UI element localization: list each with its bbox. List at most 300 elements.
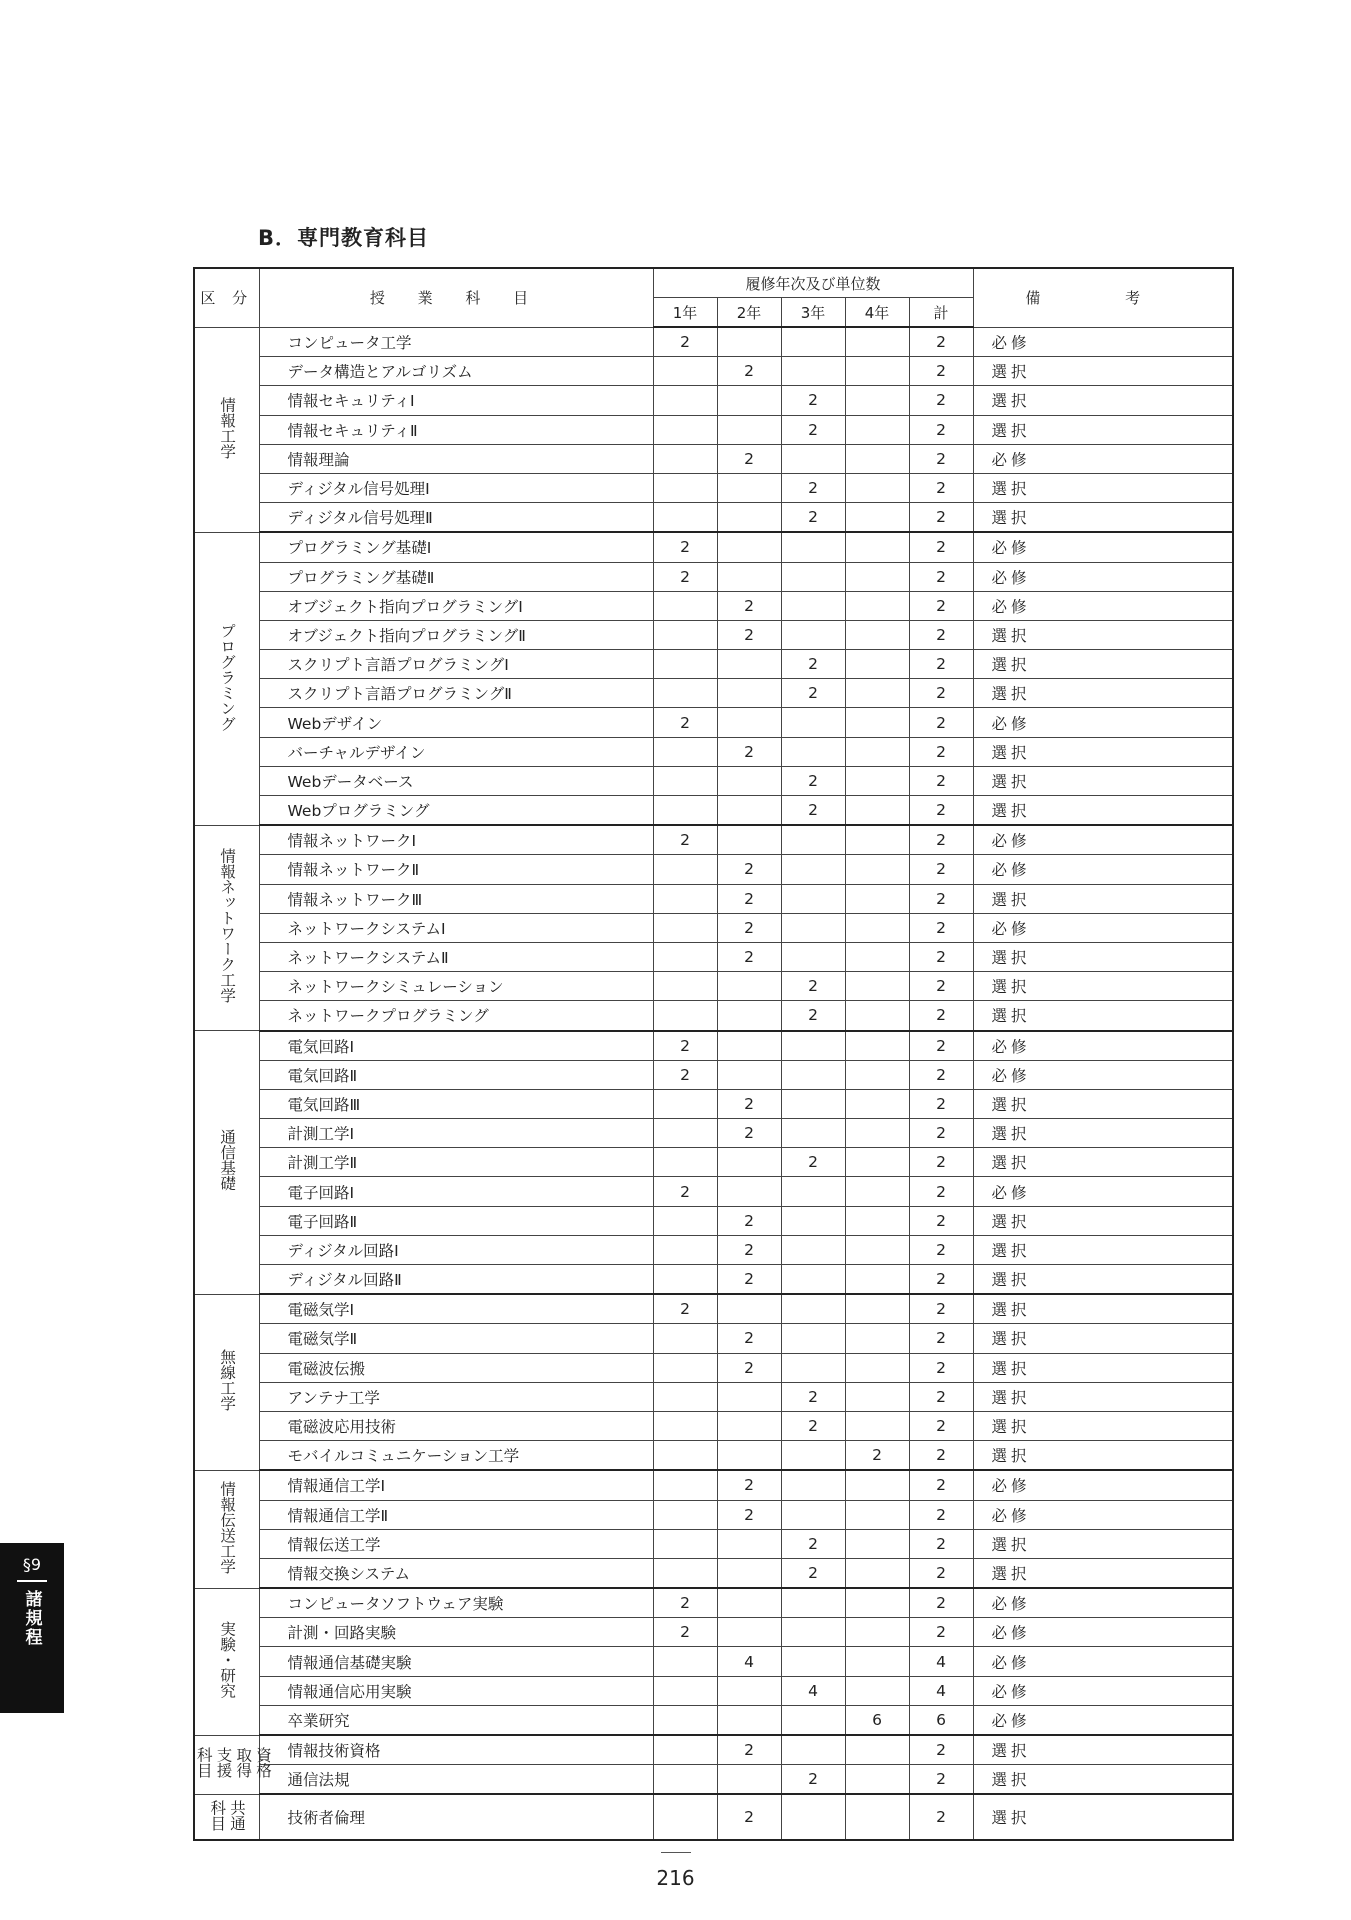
total-units: 2 <box>909 1794 973 1840</box>
year2-units <box>717 1294 781 1324</box>
category-label-line: 科目 <box>194 1747 213 1779</box>
year4-units <box>845 1001 909 1031</box>
category-cell <box>194 1294 259 1470</box>
total-units: 2 <box>909 1206 973 1235</box>
year1-units <box>653 1794 717 1840</box>
year4-units <box>845 1588 909 1618</box>
total-units: 2 <box>909 1265 973 1295</box>
year4-units <box>845 1294 909 1324</box>
category-label-line: 取得 <box>234 1747 253 1779</box>
subject-name: 卒業研究 <box>259 1705 653 1735</box>
year3-units <box>781 1031 845 1061</box>
year1-units <box>653 1411 717 1440</box>
year2-units: 2 <box>717 1324 781 1353</box>
year4-units <box>845 1235 909 1264</box>
note-cell: 必修 <box>973 562 1233 591</box>
subject-name: 情報技術資格 <box>259 1735 653 1765</box>
category-label: プログラミング <box>218 622 237 732</box>
total-units: 2 <box>909 1119 973 1148</box>
curriculum-table <box>193 267 1234 1841</box>
table-row <box>194 1382 1233 1411</box>
subject-name: ディジタル信号処理Ⅱ <box>259 503 653 533</box>
year2-units: 4 <box>717 1647 781 1676</box>
year4-units: 2 <box>845 1441 909 1471</box>
year4-units <box>845 913 909 942</box>
year2-units: 2 <box>717 357 781 386</box>
note-cell: 必修 <box>973 532 1233 562</box>
year1-units <box>653 1441 717 1471</box>
category-label: 情報工学 <box>218 396 237 459</box>
year1-units <box>653 679 717 708</box>
subject-name: 電気回路Ⅰ <box>259 1031 653 1061</box>
year4-units <box>845 1382 909 1411</box>
year1-units: 2 <box>653 1031 717 1061</box>
year3-units: 4 <box>781 1676 845 1705</box>
year1-units <box>653 972 717 1001</box>
note-cell: 必修 <box>973 1705 1233 1735</box>
year4-units <box>845 1206 909 1235</box>
year3-units <box>781 1353 845 1382</box>
note-cell: 選択 <box>973 1235 1233 1264</box>
note-cell: 選択 <box>973 737 1233 766</box>
subject-name: コンピュータソフトウェア実験 <box>259 1588 653 1618</box>
year4-units <box>845 796 909 826</box>
table-row <box>194 1235 1233 1264</box>
table-row <box>194 1031 1233 1061</box>
subject-name: 電気回路Ⅲ <box>259 1089 653 1118</box>
note-cell: 必修 <box>973 1588 1233 1618</box>
year3-units <box>781 1647 845 1676</box>
year3-units <box>781 1294 845 1324</box>
year4-units <box>845 1558 909 1588</box>
category-label: 実験・研究 <box>218 1620 237 1699</box>
year2-units <box>717 532 781 562</box>
year3-units <box>781 942 845 971</box>
year2-units <box>717 679 781 708</box>
year3-units <box>781 1470 845 1500</box>
subject-name: 計測工学Ⅰ <box>259 1119 653 1148</box>
year3-units: 2 <box>781 766 845 795</box>
year4-units <box>845 503 909 533</box>
year1-units <box>653 1765 717 1795</box>
table-row <box>194 1618 1233 1647</box>
year1-units <box>653 1705 717 1735</box>
year2-units <box>717 562 781 591</box>
subject-name: 電子回路Ⅰ <box>259 1177 653 1206</box>
total-units: 2 <box>909 1558 973 1588</box>
year3-units <box>781 1441 845 1471</box>
year4-units <box>845 942 909 971</box>
year4-units <box>845 1647 909 1676</box>
total-units: 2 <box>909 386 973 415</box>
table-row <box>194 825 1233 855</box>
table-row <box>194 1529 1233 1558</box>
note-cell: 選択 <box>973 884 1233 913</box>
table-row <box>194 913 1233 942</box>
year1-units: 2 <box>653 1618 717 1647</box>
year2-units <box>717 1529 781 1558</box>
year3-units <box>781 1705 845 1735</box>
year1-units <box>653 1500 717 1529</box>
year4-units <box>845 737 909 766</box>
total-units: 2 <box>909 1089 973 1118</box>
year4-units <box>845 1676 909 1705</box>
subject-name: 情報伝送工学 <box>259 1529 653 1558</box>
note-cell: 選択 <box>973 1089 1233 1118</box>
category-label: 情報伝送工学 <box>218 1480 237 1574</box>
table-row <box>194 1353 1233 1382</box>
year3-units <box>781 327 845 357</box>
year3-units <box>781 620 845 649</box>
year2-units <box>717 1001 781 1031</box>
note-cell: 必修 <box>973 327 1233 357</box>
total-units: 2 <box>909 473 973 502</box>
side-tab-label: 諸規程 <box>21 1590 42 1647</box>
year1-units <box>653 913 717 942</box>
year3-units: 2 <box>781 1558 845 1588</box>
subject-name: Webデザイン <box>259 708 653 737</box>
header-units-group: 履修年次及び単位数 <box>653 268 973 298</box>
year2-units <box>717 796 781 826</box>
subject-name: プログラミング基礎Ⅱ <box>259 562 653 591</box>
note-cell: 選択 <box>973 1294 1233 1324</box>
year2-units: 2 <box>717 884 781 913</box>
year1-units <box>653 1235 717 1264</box>
year2-units: 2 <box>717 1794 781 1840</box>
year2-units: 2 <box>717 620 781 649</box>
year1-units: 2 <box>653 1294 717 1324</box>
year2-units: 2 <box>717 1235 781 1264</box>
note-cell: 必修 <box>973 1500 1233 1529</box>
table-row <box>194 1470 1233 1500</box>
year4-units: 6 <box>845 1705 909 1735</box>
total-units: 6 <box>909 1705 973 1735</box>
total-units: 2 <box>909 796 973 826</box>
subject-name: 電磁気学Ⅱ <box>259 1324 653 1353</box>
year2-units: 2 <box>717 1353 781 1382</box>
year3-units: 2 <box>781 650 845 679</box>
subject-name: 情報セキュリティⅡ <box>259 415 653 444</box>
year1-units <box>653 1676 717 1705</box>
total-units: 2 <box>909 1500 973 1529</box>
total-units: 2 <box>909 766 973 795</box>
year1-units <box>653 855 717 884</box>
note-cell: 選択 <box>973 357 1233 386</box>
note-cell: 選択 <box>973 1441 1233 1471</box>
year4-units <box>845 1529 909 1558</box>
total-units: 2 <box>909 532 973 562</box>
year3-units <box>781 825 845 855</box>
year4-units <box>845 708 909 737</box>
year3-units <box>781 1206 845 1235</box>
year2-units <box>717 1618 781 1647</box>
total-units: 2 <box>909 1382 973 1411</box>
year2-units <box>717 650 781 679</box>
note-cell: 選択 <box>973 942 1233 971</box>
total-units: 2 <box>909 650 973 679</box>
year1-units: 2 <box>653 708 717 737</box>
year4-units <box>845 1618 909 1647</box>
subject-name: ネットワークシミュレーション <box>259 972 653 1001</box>
category-label: 通信基礎 <box>218 1129 237 1192</box>
total-units: 2 <box>909 620 973 649</box>
year3-units <box>781 708 845 737</box>
subject-name: ネットワークプログラミング <box>259 1001 653 1031</box>
year3-units: 2 <box>781 415 845 444</box>
total-units: 2 <box>909 679 973 708</box>
table-row <box>194 1324 1233 1353</box>
table-row <box>194 1265 1233 1295</box>
year1-units <box>653 884 717 913</box>
table-row <box>194 1558 1233 1588</box>
year2-units <box>717 1705 781 1735</box>
year3-units: 2 <box>781 1001 845 1031</box>
year1-units <box>653 1735 717 1765</box>
year2-units: 2 <box>717 737 781 766</box>
note-cell: 必修 <box>973 591 1233 620</box>
note-cell: 選択 <box>973 1119 1233 1148</box>
header-year3: 3年 <box>781 298 845 328</box>
year4-units <box>845 327 909 357</box>
category-cell <box>194 1588 259 1735</box>
year1-units <box>653 1148 717 1177</box>
total-units: 2 <box>909 444 973 473</box>
subject-name: 情報理論 <box>259 444 653 473</box>
year1-units: 2 <box>653 532 717 562</box>
subject-name: ディジタル信号処理Ⅰ <box>259 473 653 502</box>
year1-units <box>653 591 717 620</box>
subject-name: モバイルコミュニケーション工学 <box>259 1441 653 1471</box>
category-cell <box>194 1735 272 1794</box>
total-units: 2 <box>909 913 973 942</box>
total-units: 2 <box>909 1031 973 1061</box>
table-row <box>194 1588 1233 1618</box>
subject-name: ディジタル回路Ⅰ <box>259 1235 653 1264</box>
year1-units <box>653 1265 717 1295</box>
total-units: 2 <box>909 972 973 1001</box>
year4-units <box>845 1119 909 1148</box>
year3-units <box>781 1089 845 1118</box>
year1-units: 2 <box>653 1588 717 1618</box>
year2-units <box>717 473 781 502</box>
year2-units <box>717 1177 781 1206</box>
table-row <box>194 942 1233 971</box>
year1-units <box>653 1529 717 1558</box>
year3-units: 2 <box>781 1148 845 1177</box>
year4-units <box>845 1089 909 1118</box>
total-units: 2 <box>909 1765 973 1795</box>
note-cell: 選択 <box>973 1794 1233 1840</box>
note-cell: 選択 <box>973 1558 1233 1588</box>
note-cell: 必修 <box>973 913 1233 942</box>
year2-units <box>717 1588 781 1618</box>
category-cell <box>194 1470 259 1588</box>
year4-units <box>845 1060 909 1089</box>
total-units: 2 <box>909 1324 973 1353</box>
note-cell: 選択 <box>973 1206 1233 1235</box>
header-category: 区 分 <box>194 268 259 327</box>
year1-units <box>653 503 717 533</box>
total-units: 2 <box>909 357 973 386</box>
year3-units <box>781 855 845 884</box>
year3-units <box>781 1588 845 1618</box>
year3-units: 2 <box>781 679 845 708</box>
year3-units <box>781 1618 845 1647</box>
note-cell: 選択 <box>973 1382 1233 1411</box>
year4-units <box>845 650 909 679</box>
total-units: 2 <box>909 1588 973 1618</box>
table-row <box>194 1500 1233 1529</box>
year3-units: 2 <box>781 796 845 826</box>
year1-units <box>653 1558 717 1588</box>
subject-name: 情報ネットワークⅠ <box>259 825 653 855</box>
year1-units: 2 <box>653 327 717 357</box>
table-row <box>194 766 1233 795</box>
year2-units <box>717 1411 781 1440</box>
table-row <box>194 386 1233 415</box>
note-cell: 選択 <box>973 503 1233 533</box>
year1-units <box>653 1382 717 1411</box>
year1-units <box>653 357 717 386</box>
table-row <box>194 357 1233 386</box>
year1-units <box>653 766 717 795</box>
subject-name: アンテナ工学 <box>259 1382 653 1411</box>
total-units: 2 <box>909 1177 973 1206</box>
year3-units: 2 <box>781 1411 845 1440</box>
year4-units <box>845 766 909 795</box>
subject-name: 電磁波伝搬 <box>259 1353 653 1382</box>
note-cell: 選択 <box>973 1265 1233 1295</box>
note-cell: 必修 <box>973 1060 1233 1089</box>
subject-name: 通信法規 <box>259 1765 653 1795</box>
note-cell: 選択 <box>973 1529 1233 1558</box>
total-units: 4 <box>909 1647 973 1676</box>
section-title: B．専門教育科目 <box>258 226 430 250</box>
year1-units <box>653 1001 717 1031</box>
year2-units: 2 <box>717 1500 781 1529</box>
subject-name: ディジタル回路Ⅱ <box>259 1265 653 1295</box>
table-row <box>194 1676 1233 1705</box>
note-cell: 選択 <box>973 679 1233 708</box>
total-units: 2 <box>909 562 973 591</box>
year1-units <box>653 1206 717 1235</box>
table-row <box>194 855 1233 884</box>
year2-units: 2 <box>717 913 781 942</box>
year3-units <box>781 1735 845 1765</box>
year2-units <box>717 708 781 737</box>
year3-units <box>781 1265 845 1295</box>
subject-name: 情報通信応用実験 <box>259 1676 653 1705</box>
category-cell <box>194 532 259 825</box>
subject-name: 情報交換システム <box>259 1558 653 1588</box>
year4-units <box>845 357 909 386</box>
total-units: 2 <box>909 1618 973 1647</box>
year3-units: 2 <box>781 473 845 502</box>
category-label-line: 科目 <box>208 1799 227 1831</box>
year4-units <box>845 444 909 473</box>
note-cell: 必修 <box>973 1676 1233 1705</box>
year2-units: 2 <box>717 1735 781 1765</box>
year4-units <box>845 415 909 444</box>
section-side-tab <box>0 1543 64 1713</box>
year1-units <box>653 1324 717 1353</box>
year2-units <box>717 1148 781 1177</box>
year4-units <box>845 1500 909 1529</box>
total-units: 2 <box>909 1411 973 1440</box>
year1-units <box>653 737 717 766</box>
year2-units: 2 <box>717 444 781 473</box>
total-units: 2 <box>909 737 973 766</box>
header-year4: 4年 <box>845 298 909 328</box>
note-cell: 選択 <box>973 386 1233 415</box>
year4-units <box>845 1353 909 1382</box>
year4-units <box>845 825 909 855</box>
total-units: 2 <box>909 1529 973 1558</box>
year3-units <box>781 1235 845 1264</box>
year3-units <box>781 1500 845 1529</box>
year1-units <box>653 796 717 826</box>
total-units: 2 <box>909 1735 973 1765</box>
note-cell: 選択 <box>973 796 1233 826</box>
subject-name: 情報ネットワークⅡ <box>259 855 653 884</box>
year4-units <box>845 562 909 591</box>
note-cell: 選択 <box>973 1735 1233 1765</box>
category-label <box>195 1747 271 1778</box>
year3-units: 2 <box>781 1382 845 1411</box>
note-cell: 必修 <box>973 1470 1233 1500</box>
category-cell <box>194 825 259 1030</box>
total-units: 2 <box>909 708 973 737</box>
category-cell <box>194 1031 259 1295</box>
subject-name: スクリプト言語プログラミングⅡ <box>259 679 653 708</box>
table-row <box>194 1001 1233 1031</box>
table-row <box>194 415 1233 444</box>
total-units: 2 <box>909 884 973 913</box>
subject-name: 技術者倫理 <box>259 1794 653 1840</box>
subject-name: オブジェクト指向プログラミングⅠ <box>259 591 653 620</box>
year2-units <box>717 766 781 795</box>
table-row <box>194 1765 1233 1795</box>
subject-name: データ構造とアルゴリズム <box>259 357 653 386</box>
year3-units <box>781 444 845 473</box>
year4-units <box>845 1177 909 1206</box>
note-cell: 必修 <box>973 1647 1233 1676</box>
total-units: 2 <box>909 1060 973 1089</box>
note-cell: 選択 <box>973 620 1233 649</box>
side-tab-section: §9 <box>22 1555 42 1574</box>
table-row <box>194 1089 1233 1118</box>
year3-units <box>781 1794 845 1840</box>
year4-units <box>845 591 909 620</box>
table-row <box>194 620 1233 649</box>
table-row <box>194 591 1233 620</box>
header-subject: 授 業 科 目 <box>259 268 653 327</box>
year1-units <box>653 1353 717 1382</box>
year1-units: 2 <box>653 825 717 855</box>
table-row <box>194 473 1233 502</box>
note-cell: 必修 <box>973 1031 1233 1061</box>
year2-units: 2 <box>717 591 781 620</box>
category-label-line: 資格 <box>253 1747 272 1779</box>
year2-units <box>717 972 781 1001</box>
year4-units <box>845 679 909 708</box>
year2-units: 2 <box>717 1206 781 1235</box>
year4-units <box>845 386 909 415</box>
table-row <box>194 1177 1233 1206</box>
total-units: 2 <box>909 942 973 971</box>
table-row <box>194 1060 1233 1089</box>
year1-units <box>653 1119 717 1148</box>
